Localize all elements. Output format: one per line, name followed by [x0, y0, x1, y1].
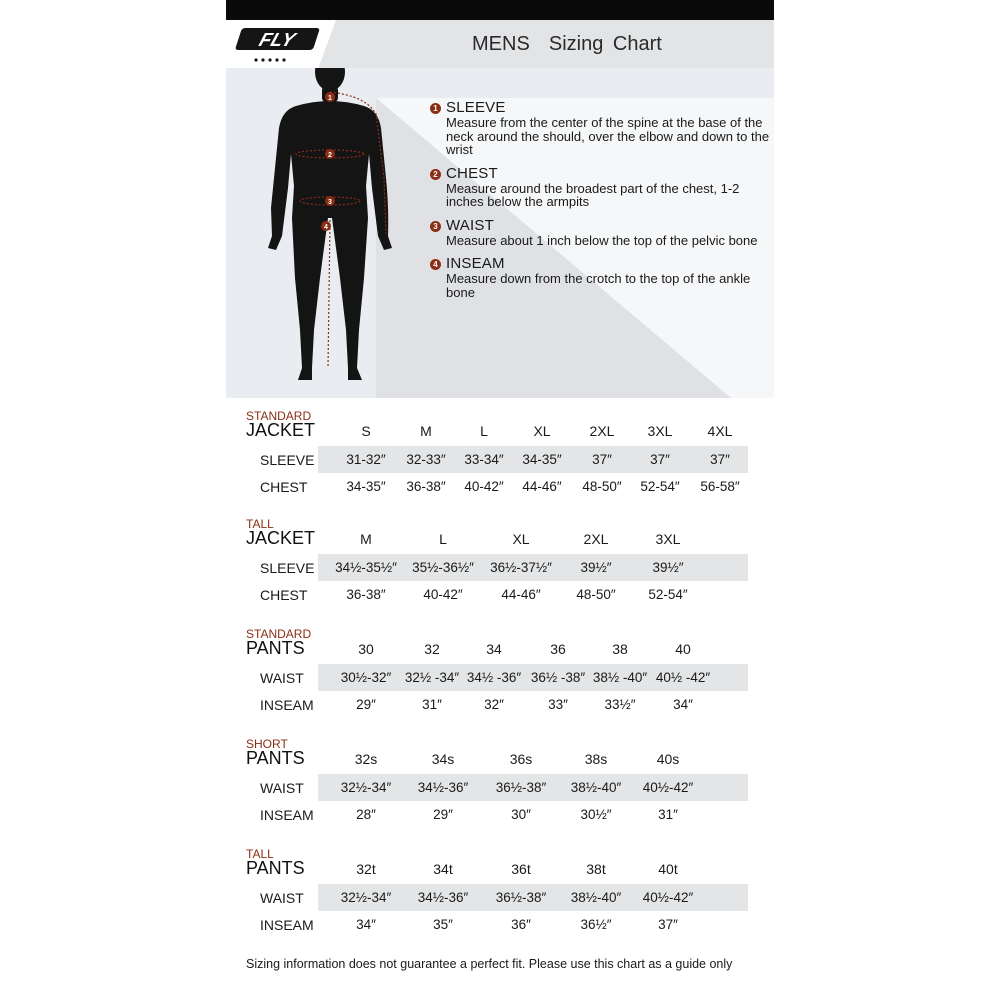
instruction-title: CHEST — [446, 164, 498, 182]
table-cell: 34-35″ — [522, 452, 562, 467]
table-cell: 34½-36″ — [417, 780, 469, 795]
table-cell: 33½″ — [604, 697, 636, 712]
size-table — [226, 628, 774, 728]
body-figure — [226, 68, 426, 398]
table-cell: 32-33″ — [406, 452, 446, 467]
size-header: 32t — [356, 861, 376, 877]
table-cell: 30″ — [511, 807, 531, 822]
row-label: INSEAM — [260, 917, 314, 933]
row-label: WAIST — [260, 670, 304, 686]
size-header: M — [420, 423, 432, 439]
logo-text: FLY — [256, 29, 298, 51]
svg-text:2: 2 — [328, 152, 332, 159]
instruction-desc: Measure around the broadest part of the chest, 1-2 inches below the armpits — [446, 180, 740, 209]
row-label: INSEAM — [260, 697, 314, 713]
table-cell: 32½-34″ — [340, 890, 392, 905]
table-product: PANTS — [246, 638, 305, 658]
size-header: XL — [512, 531, 530, 547]
top-bar — [226, 0, 774, 20]
size-header: 40s — [656, 751, 680, 767]
table-cell: 38½-40″ — [570, 890, 622, 905]
table-cell: 40-42″ — [423, 587, 463, 602]
table-product: JACKET — [246, 420, 316, 440]
table-cell: 36½″ — [580, 917, 612, 932]
table-cell: 44-46″ — [522, 479, 562, 494]
size-header: 36t — [511, 861, 531, 877]
table-cell: 39½″ — [652, 560, 684, 575]
table-product: PANTS — [246, 858, 305, 878]
instruction-desc: Measure from the center of the spine at the base of the neck around the should, over the elbow and down to the wrist — [446, 115, 770, 157]
size-header: 3XL — [647, 423, 673, 439]
row-label: CHEST — [260, 587, 308, 603]
table-cell: 33″ — [548, 697, 568, 712]
size-header: 40t — [658, 861, 678, 877]
table-cell: 33-34″ — [464, 452, 504, 467]
instruction-title: INSEAM — [446, 255, 505, 272]
size-header: 3XL — [655, 531, 681, 547]
table-category: STANDARD — [246, 627, 312, 641]
table-cell: 40½ -42″ — [655, 670, 711, 685]
size-header: 30 — [358, 641, 374, 657]
row-label: SLEEVE — [260, 452, 315, 468]
table-category: STANDARD — [246, 409, 312, 423]
size-header: 34s — [431, 751, 455, 767]
row-label: WAIST — [260, 890, 304, 906]
number-badge-icon: 1 — [430, 103, 441, 114]
table-cell: 35½-36½″ — [412, 560, 474, 575]
table-cell: 34½-35½″ — [335, 560, 397, 575]
size-header: 32s — [354, 751, 378, 767]
size-header: 34t — [433, 861, 453, 877]
marker-2-icon — [325, 149, 335, 159]
table-cell: 34″ — [673, 697, 693, 712]
table-cell: 32½ -34″ — [404, 670, 460, 685]
svg-text:3: 3 — [328, 199, 332, 206]
table-cell: 36″ — [511, 917, 531, 932]
table-cell: 31″ — [658, 807, 678, 822]
marker-4-icon — [321, 221, 331, 231]
table-cell: 31-32″ — [346, 452, 386, 467]
table-cell: 30½″ — [580, 807, 612, 822]
instruction-desc: Measure about 1 inch below the top of the pelvic bone — [446, 232, 758, 248]
size-header: 4XL — [707, 423, 733, 439]
instruction-chest — [430, 166, 770, 209]
table-cell: 36-38″ — [406, 479, 446, 494]
size-header: 38 — [612, 641, 628, 657]
size-table — [226, 738, 774, 838]
row-label: CHEST — [260, 479, 308, 495]
size-table — [226, 518, 774, 618]
size-header: S — [361, 423, 371, 439]
svg-text:1: 1 — [328, 95, 332, 102]
table-cell: 40½-42″ — [642, 780, 694, 795]
number-badge-icon: 4 — [430, 259, 441, 270]
table-cell: 38½ -40″ — [592, 670, 648, 685]
table-product: JACKET — [246, 528, 316, 548]
size-header: 36 — [550, 641, 566, 657]
table-cell: 36½ -38″ — [530, 670, 586, 685]
size-header: 40 — [675, 641, 691, 657]
table-cell: 37″ — [592, 452, 612, 467]
disclaimer: Sizing information does not guarantee a perfect fit. Please use this chart as a guide only — [246, 957, 733, 971]
table-category: SHORT — [246, 737, 288, 751]
table-cell: 44-46″ — [501, 587, 541, 602]
size-header: M — [360, 531, 372, 547]
table-cell: 37″ — [650, 452, 670, 467]
table-cell: 37″ — [658, 917, 678, 932]
size-header: XL — [533, 423, 551, 439]
marker-3-icon — [325, 196, 335, 206]
table-cell: 37″ — [710, 452, 730, 467]
size-table — [226, 410, 774, 510]
table-cell: 35″ — [433, 917, 453, 932]
instruction-title: WAIST — [446, 216, 494, 234]
instruction-inseam — [430, 256, 770, 299]
header — [226, 20, 774, 68]
table-cell: 36-38″ — [346, 587, 386, 602]
sizing-chart-page — [226, 0, 774, 1000]
measurement-guide — [226, 68, 774, 398]
instruction-title: SLEEVE — [446, 99, 506, 116]
table-cell: 31″ — [422, 697, 442, 712]
table-cell: 29″ — [433, 807, 453, 822]
size-header: L — [439, 531, 447, 547]
table-cell: 36½-38″ — [495, 780, 547, 795]
size-header: 34 — [486, 641, 502, 657]
table-cell: 34″ — [356, 917, 376, 932]
table-cell: 32″ — [484, 697, 504, 712]
table-cell: 34-35″ — [346, 479, 386, 494]
number-badge-icon: 3 — [430, 221, 441, 232]
row-label: SLEEVE — [260, 560, 315, 576]
table-cell: 48-50″ — [582, 479, 622, 494]
table-cell: 34½ -36″ — [466, 670, 522, 685]
table-category: TALL — [246, 847, 274, 861]
size-header: 38s — [584, 751, 608, 767]
size-header: 36s — [509, 751, 533, 767]
table-cell: 39½″ — [580, 560, 612, 575]
size-header: 38t — [586, 861, 606, 877]
instruction-sleeve — [430, 100, 770, 157]
table-cell: 38½-40″ — [570, 780, 622, 795]
table-cell: 36½-37½″ — [490, 560, 552, 575]
size-header: 2XL — [589, 423, 615, 439]
table-category: TALL — [246, 517, 274, 531]
table-cell: 36½-38″ — [495, 890, 547, 905]
instruction-waist — [430, 218, 770, 248]
table-cell: 29″ — [356, 697, 376, 712]
table-cell: 32½-34″ — [340, 780, 392, 795]
table-cell: 56-58″ — [700, 479, 740, 494]
size-header: 2XL — [583, 531, 609, 547]
table-cell: 30½-32″ — [340, 670, 392, 685]
measurement-instructions — [430, 100, 770, 308]
row-label: WAIST — [260, 780, 304, 796]
table-product: PANTS — [246, 748, 305, 768]
instruction-desc: Measure down from the crotch to the top of the ankle bone — [446, 271, 751, 300]
table-cell: 52-54″ — [640, 479, 680, 494]
fly-logo — [226, 20, 336, 68]
svg-text:4: 4 — [324, 224, 328, 231]
row-label: INSEAM — [260, 807, 314, 823]
table-cell: 40-42″ — [464, 479, 504, 494]
marker-1-icon — [325, 92, 335, 102]
table-cell: 28″ — [356, 807, 376, 822]
size-header: L — [480, 423, 488, 439]
page-title: MENS Sizing Chart — [472, 33, 662, 55]
size-header: 32 — [424, 641, 440, 657]
table-cell: 40½-42″ — [642, 890, 694, 905]
table-cell: 34½-36″ — [417, 890, 469, 905]
number-badge-icon: 2 — [430, 169, 441, 180]
table-cell: 52-54″ — [648, 587, 688, 602]
size-table — [226, 848, 774, 948]
table-cell: 48-50″ — [576, 587, 616, 602]
